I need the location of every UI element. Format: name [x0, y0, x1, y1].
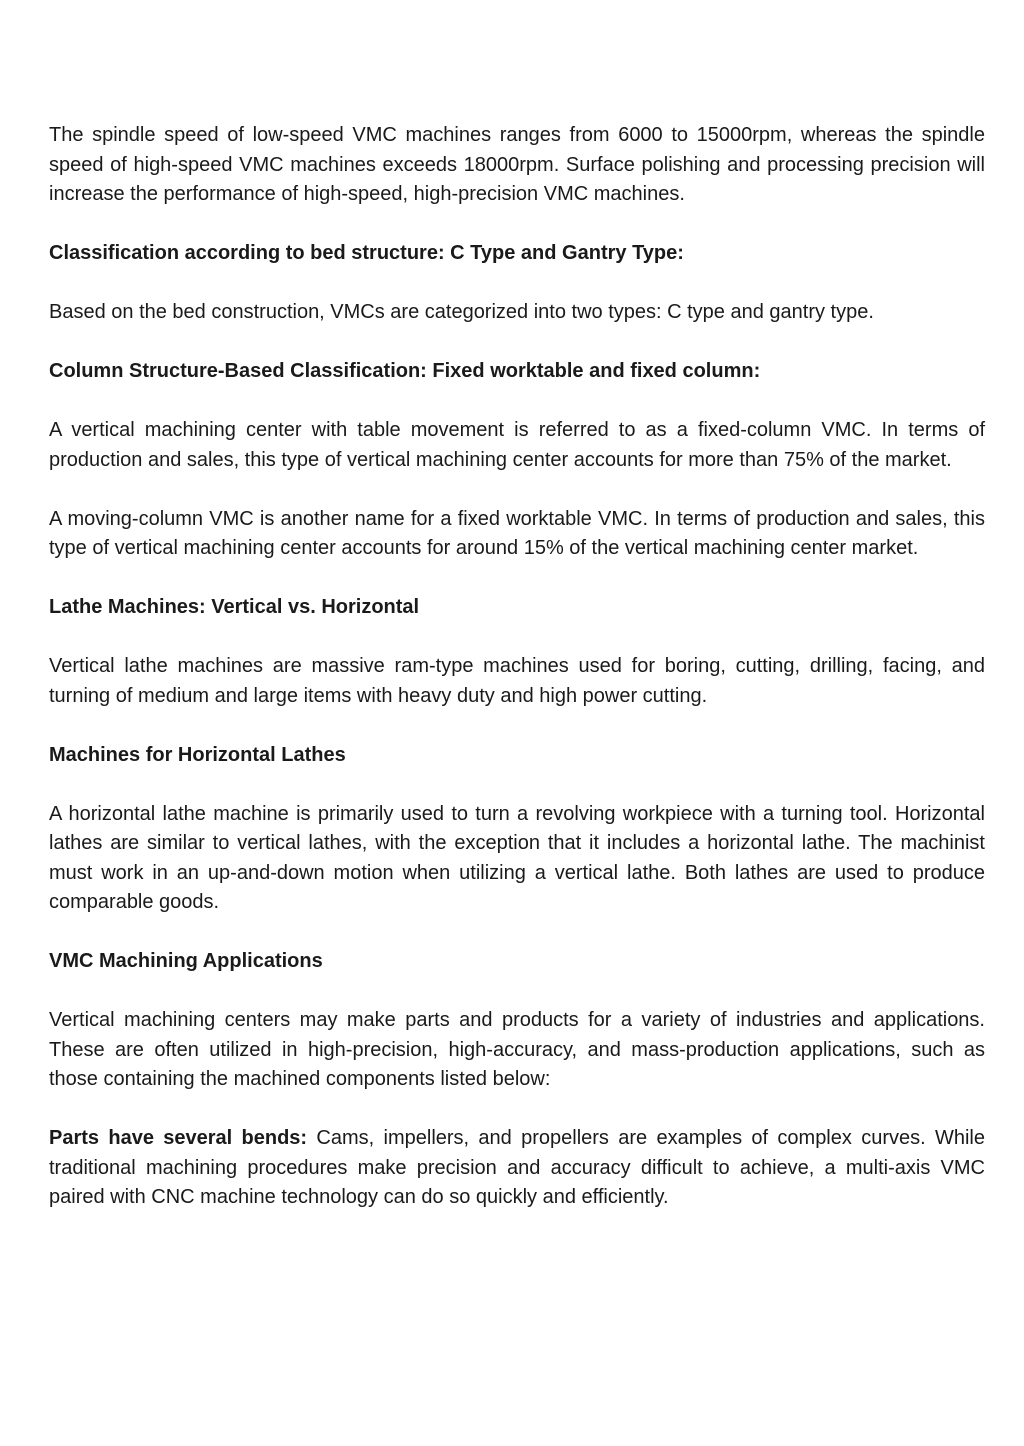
paragraph-spindle-speed: The spindle speed of low-speed VMC machines ranges from 6000 to 15000rpm, whereas the spindle speed of high-speed VMC machines exceeds 18000rpm. Surface polishing and processing precision will increase the performance of high-speed, high-precision VMC machines. [49, 124, 985, 205]
document-page [49, 121, 985, 1242]
paragraph-lead-label: Parts have several bends: [49, 1127, 308, 1149]
heading-lathe-machines: Lathe Machines: Vertical vs. Horizontal [49, 596, 420, 618]
paragraph-body-text: Cams, impellers, and propellers are examples of complex curves. While traditional machining procedures make precision and accuracy difficult to achieve, a multi-axis VMC paired with CNC machine technology can do so quickly and efficiently. [49, 1127, 985, 1208]
paragraph-horizontal-lathe: A horizontal lathe machine is primarily used to turn a revolving workpiece with a turning tool. Horizontal lathes are similar to vertical lathes, with the exception that it includes a horizontal lathe. The machinist must work in an up-and-down motion when utilizing a vertical lathe. Both lathes are used to produce comparable goods. [49, 802, 985, 913]
heading-horizontal-lathes: Machines for Horizontal Lathes [49, 743, 346, 766]
heading-column-structure: Column Structure-Based Classification: Fixed worktable and fixed column: [49, 360, 761, 382]
heading-bed-structure: Classification according to bed structure: C Type and Gantry Type: [49, 242, 684, 264]
paragraph-moving-column: A moving-column VMC is another name for a fixed worktable VMC. In terms of production and sales, this type of vertical machining center accounts for around 15% of the vertical machining center market. [49, 507, 985, 559]
paragraph-vertical-lathe: Vertical lathe machines are massive ram-type machines used for boring, cutting, drilling, facing, and turning of medium and large items with heavy duty and high power cutting. [49, 655, 985, 707]
paragraph-vmc-applications: Vertical machining centers may make parts and products for a variety of industries and applications. These are often utilized in high-precision, high-accuracy, and mass-production applications, such as those containing the machined components listed below: [49, 1009, 985, 1090]
heading-vmc-applications: VMC Machining Applications [49, 950, 323, 972]
paragraph-bed-construction: Based on the bed construction, VMCs are categorized into two types: C type and gantry type. [49, 301, 874, 323]
paragraph-several-bends [49, 1124, 985, 1213]
paragraph-fixed-column: A vertical machining center with table movement is referred to as a fixed-column VMC. In terms of production and sales, this type of vertical machining center accounts for more than 75% of the market. [49, 419, 985, 471]
